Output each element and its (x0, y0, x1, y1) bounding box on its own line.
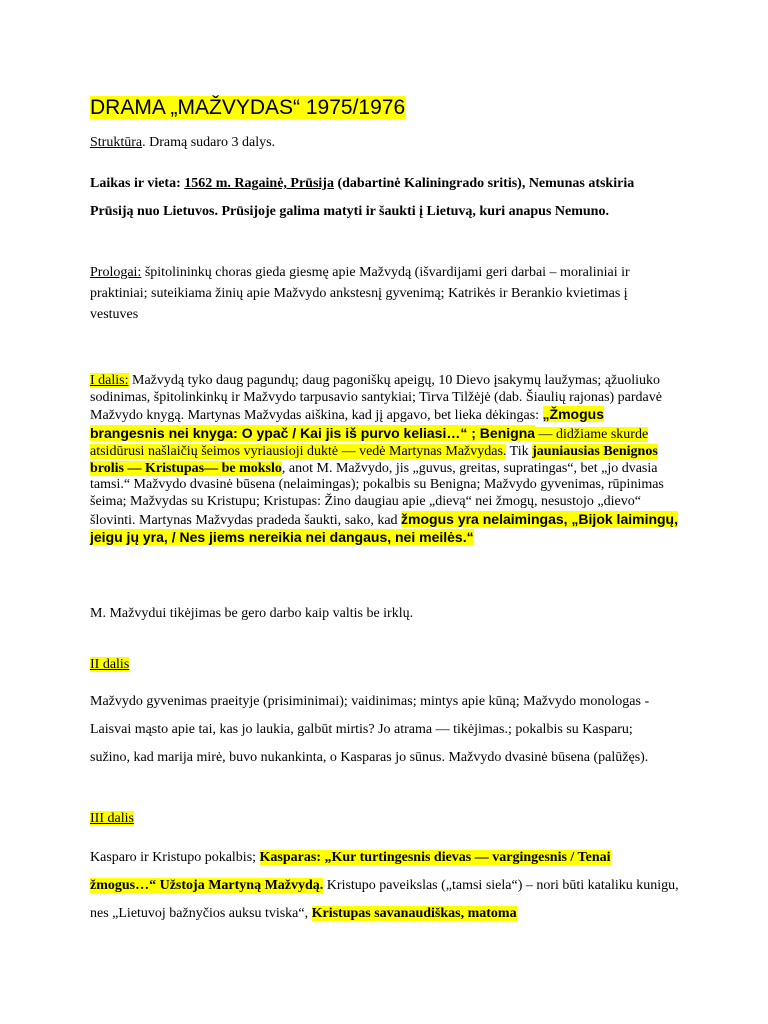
structure-text: . Dramą sudaro 3 dalys. (142, 135, 276, 150)
prologue-paragraph (90, 262, 670, 325)
part2-heading-label: II dalis (90, 657, 130, 672)
time-place-text: (dabartinė Kaliningrado sritis), Nemunas atskiria Prūsiją nuo Lietuvos. Prūsijoje galima matyti ir šaukti į Lietuvą, kuri anapus Nemuno. (90, 176, 635, 219)
part3-kasparas-highlight: Kasparas: „Kur turtingesnis dievas — vargingesnis / Tenai žmogus…“ Užstoja Martyną Mažvydą. (90, 850, 611, 893)
part3-text-1: Kasparo ir Kristupo pokalbis; (90, 850, 260, 865)
part3-heading-label: III dalis (90, 811, 134, 826)
part1-benigna-highlight: — didžiame skurde atsidūrusi našlaičių šeimos vyriausioji duktė — vedė Martynas Mažvydas. (90, 427, 649, 459)
part2-heading (90, 655, 690, 675)
part3-text-2: Kristupo paveikslas („tamsi siela“) – nori būti kataliku kunigu, nes „Lietuvoj bažnyčios auksu tviska“, (90, 878, 679, 921)
belief-text: M. Mažvydui tikėjimas be gero darbo kaip valtis be irklų. (90, 606, 414, 621)
prologue-label: Prologai: (90, 265, 142, 280)
time-place-location: 1562 m. Ragainė, Prūsija (184, 176, 334, 191)
part1-cry-highlight: žmogus yra nelaimingas, „Bijok laimingų, jeigu jų yra, / Nes jiems nereikia nei dangaus, nei meilės.“ (90, 510, 678, 546)
part2-text: Mažvydo gyvenimas praeityje (prisiminimai); vaidinimas; mintys apie kūną; Mažvydo monologas - Laisvai mąsto apie tai, kas jo laukia, galbūt mirtis? Jo atrama — tikėjimas.; pokalbis su Kasparu; sužino, kad marija mirė, buvo nukankinta, o Kasparas jo sūnus. Mažvydo dvasinė būsena (palūžęs). (90, 694, 650, 765)
title-highlight: DRAMA „MAŽVYDAS“ 1975/1976 (90, 96, 406, 119)
part1-quote-highlight: „Žmogus brangesnis nei knyga: O ypač / Kai jis iš purvo keliasi…“ ; Benigna (90, 406, 604, 442)
part1-paragraph (90, 373, 680, 548)
part2-paragraph (90, 688, 670, 772)
part3-kristupas-highlight: Kristupas savanaudiškas, matoma (311, 906, 517, 921)
part1-text-3: , anot M. Mažvydo, jis „guvus, greitas, supratingas“, bet „jo dvasia tamsi.“ Mažvydo dvasinė būsena (nelaimingas); pokalbis su Benigna; Mažvydo gyvenimas, rūpinimas šeima; Mažvydas su Kristupu; Kristupas: Žino daugiau apie „dievą“ nei žmogų, nesustojo „dievo“ šlovinti. Martynas Mažvydas pradeda šaukti, sako, kad (90, 460, 664, 528)
part3-heading (90, 809, 690, 829)
structure-label: Struktūra (90, 135, 143, 150)
prologue-text: špitolininkų choras gieda giesmę apie Mažvydą (išvardijami geri darbai – moraliniai ir praktiniai; suteikiama žinių apie Mažvydo ankstesnį gyvenimą; Katrikės ir Berankio kvietimas į vestuves (90, 265, 630, 322)
time-place-paragraph (90, 170, 670, 226)
time-place-label: Laikas ir vieta: (90, 176, 185, 191)
part1-label: I dalis: (90, 373, 129, 388)
belief-paragraph (90, 604, 690, 624)
part1-kristupas-highlight: jauniausias Benignos brolis — Kristupas— be mokslo (90, 443, 658, 476)
part1-text-2: Tik (506, 443, 533, 459)
document-title (90, 93, 690, 123)
structure-paragraph (90, 133, 690, 153)
part1-text-1: Mažvydą tyko daug pagundų; daug pagoniškų apeigų, 10 Dievo įsakymų laužymas; ąžuoliuko sodinimas, špitolinkinkų ir Mažvydo tarpusavio santykiai; Tirva Tilžėjė (dab. Šiaulių rajonas) pardavė Mažvydo knygą. Martynas Mažvydas aiškina, kad jį apgavo, bet lieka dėkingas: (90, 373, 662, 424)
part3-paragraph (90, 844, 680, 928)
